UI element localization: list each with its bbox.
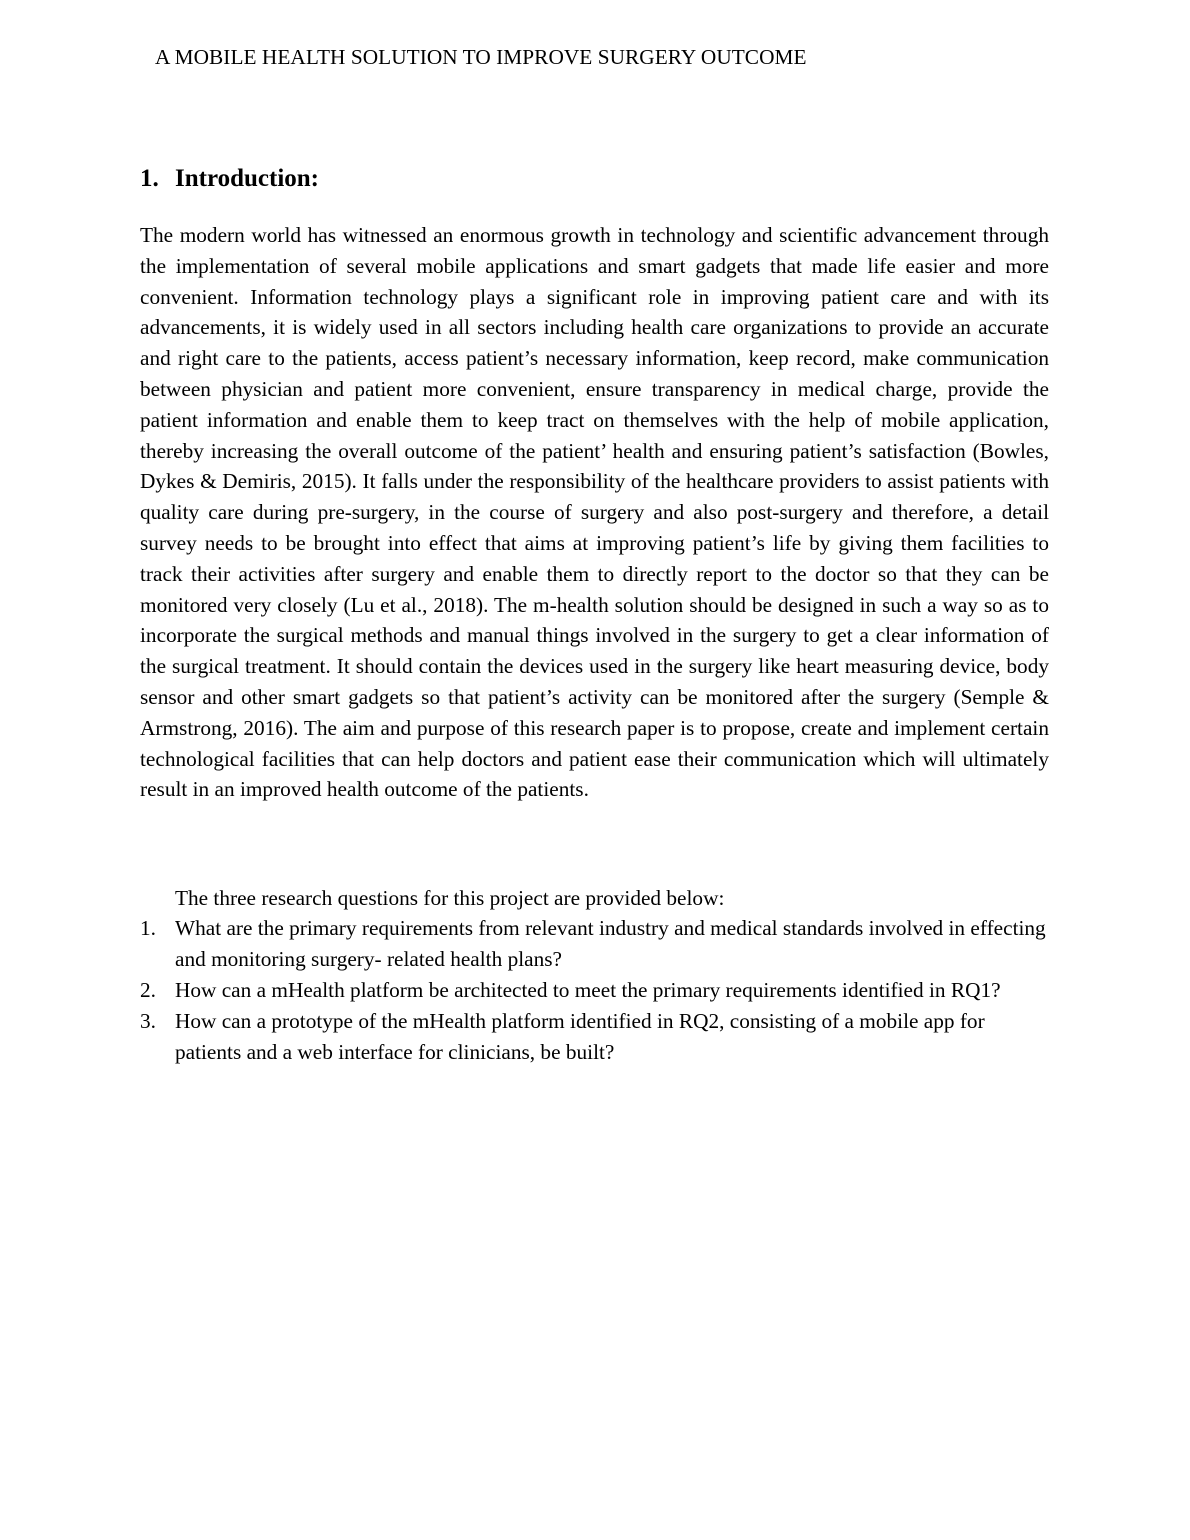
introduction-paragraph: The modern world has witnessed an enormous growth in technology and scientific advancement through the implementation of several mobile applications and smart gadgets that made life easier and more convenient. Information technology plays a significant role in improving patient care and with its advancements, it is widely used in all sectors including health care organizations to provide an accurate and right care to the patients, access patient’s necessary information, keep record, make communication between physician and patient more convenient, ensure transparency in medical charge, provide the patient information and enable them to keep tract on themselves with the help of mobile application, thereby increasing the overall outcome of the patient’ health and ensuring patient’s satisfaction (Bowles, Dykes & Demiris, 2015). It falls under the responsibility of the healthcare providers to assist patients with quality care during pre-surgery, in the course of surgery and also post-surgery and therefore, a detail survey needs to be brought into effect that aims at improving patient’s life by giving them facilities to track their activities after surgery and enable them to directly report to the doctor so that they can be monitored very closely (Lu et al., 2018). The m-health solution should be designed in such a way so as to incorporate the surgical methods and manual things involved in the surgery to get a clear information of the surgical treatment. It should contain the devices used in the surgery like heart measuring device, body sensor and other smart gadgets so that patient’s activity can be monitored after the surgery (Semple & Armstrong, 2016). The aim and purpose of this research paper is to propose, create and implement certain technological facilities that can help doctors and patient ease their communication which will ultimately result in an improved health outcome of the patients. <box>140 223 1049 802</box>
question-text: How can a mHealth platform be architected to meet the primary requirements identified in RQ1? <box>175 978 1001 1002</box>
research-question <box>140 975 1050 1006</box>
research-question <box>140 913 1050 975</box>
section-heading <box>140 163 319 195</box>
section-number: 1. <box>140 165 159 192</box>
running-header: A MOBILE HEALTH SOLUTION TO IMPROVE SURGERY OUTCOME <box>155 45 807 69</box>
question-number: 2. <box>140 978 156 1002</box>
question-text: What are the primary requirements from relevant industry and medical standards involved in effecting and monitoring surgery- related health plans? <box>175 916 1046 971</box>
section-title: Introduction: <box>175 165 320 192</box>
question-number: 3. <box>140 1009 156 1033</box>
question-number: 1. <box>140 916 156 940</box>
research-questions-intro: The three research questions for this project are provided below: <box>175 886 725 910</box>
research-questions-list <box>140 913 1050 1068</box>
question-text: How can a prototype of the mHealth platform identified in RQ2, consisting of a mobile app for patients and a web interface for clinicians, be built? <box>175 1009 985 1064</box>
research-question <box>140 1006 1050 1068</box>
